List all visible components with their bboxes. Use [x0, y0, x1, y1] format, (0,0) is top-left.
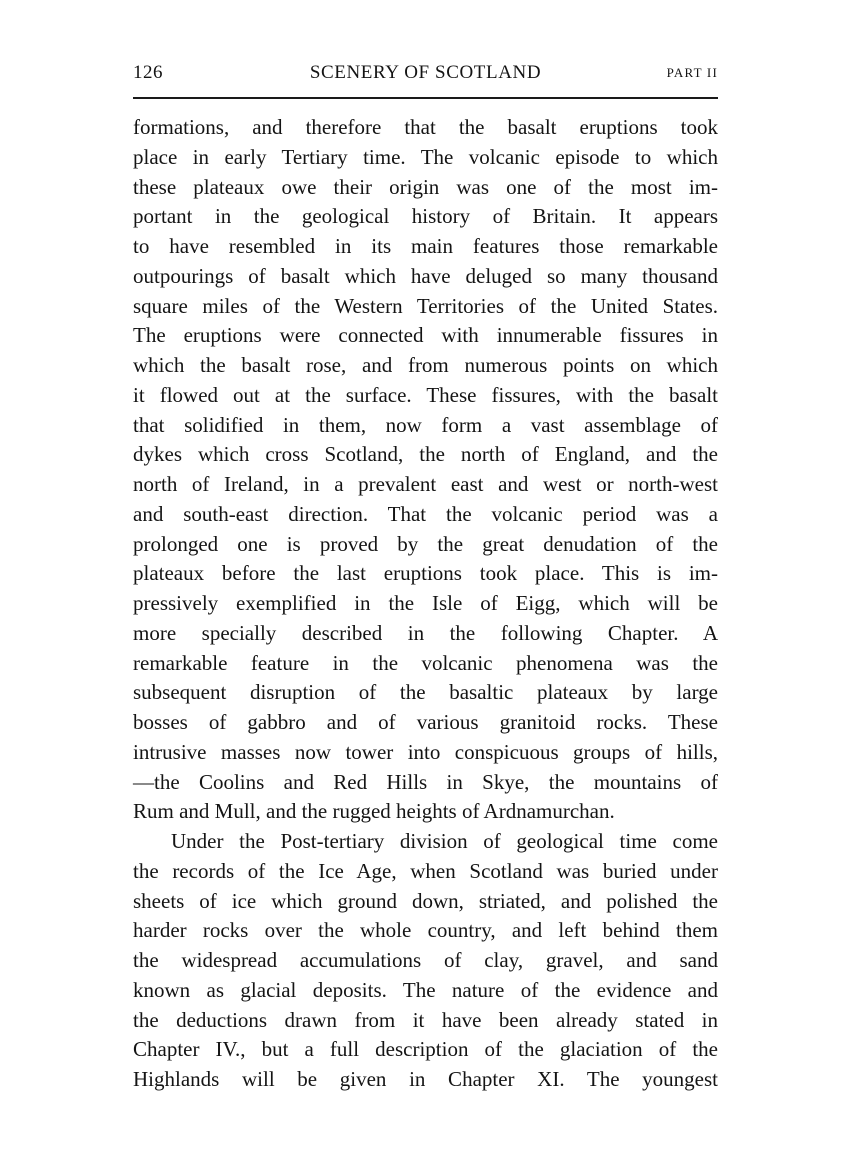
text-line: known as glacial deposits. The nature of the evidence and	[133, 977, 718, 1002]
page-number: 126	[133, 62, 163, 83]
text-line: subsequent disruption of the basaltic plateaux by large	[133, 680, 718, 705]
text-line: Highlands will be given in Chapter XI. The youngest	[133, 1067, 718, 1091]
text-line: it flowed out at the surface. These fissures, with the basalt	[133, 382, 718, 407]
text-line: remarkable feature in the volcanic phenomena was the	[133, 650, 718, 675]
header-rule	[133, 97, 718, 99]
book-title: SCENERY OF SCOTLAND	[309, 62, 542, 83]
text-line: the records of the Ice Age, when Scotland was buried under	[133, 858, 718, 883]
running-head	[133, 62, 718, 90]
text-line: which the basalt rose, and from numerous points on which	[133, 353, 718, 377]
paragraph-last-line: Rum and Mull, and the rugged heights of Ardnamurchan.	[133, 799, 615, 824]
text-line: and south-east direction. That the volcanic period was a	[133, 501, 718, 526]
paragraph-first-line: Under the Post-tertiary division of geological time come	[171, 829, 718, 853]
text-line: square miles of the Western Territories of the United States.	[133, 293, 718, 318]
text-line: plateaux before the last eruptions took place. This is im-	[133, 561, 718, 586]
text-line: to have resembled in its main features those remarkable	[133, 234, 718, 258]
text-line: —the Coolins and Red Hills in Skye, the mountains of	[133, 769, 718, 794]
text-line: bosses of gabbro and of various granitoid rocks. These	[133, 710, 718, 734]
text-line: dykes which cross Scotland, the north of England, and the	[133, 442, 718, 467]
body-text	[133, 113, 718, 1095]
text-line: these plateaux owe their origin was one of the most im-	[133, 174, 718, 199]
text-line: north of Ireland, in a prevalent east and west or north-west	[133, 472, 718, 496]
text-line: that solidified in them, now form a vast assemblage of	[133, 412, 718, 437]
text-line: intrusive masses now tower into conspicuous groups of hills,	[133, 739, 718, 764]
text-line: formations, and therefore that the basalt eruptions took	[133, 115, 718, 139]
text-line: outpourings of basalt which have deluged so many thousand	[133, 263, 718, 288]
text-line: the widespread accumulations of clay, gravel, and sand	[133, 948, 718, 972]
text-line: more specially described in the following Chapter. A	[133, 620, 718, 645]
text-line: the deductions drawn from it have been already stated in	[133, 1007, 718, 1032]
text-line: The eruptions were connected with innumerable fissures in	[133, 323, 718, 348]
text-line: harder rocks over the whole country, and left behind them	[133, 918, 718, 943]
text-line: place in early Tertiary time. The volcanic episode to which	[133, 144, 718, 169]
text-line: sheets of ice which ground down, striated, and polished the	[133, 888, 718, 913]
text-line: prolonged one is proved by the great denudation of the	[133, 531, 718, 556]
text-line: portant in the geological history of Britain. It appears	[133, 204, 718, 229]
text-line: pressively exemplified in the Isle of Eigg, which will be	[133, 591, 718, 615]
text-line: Chapter IV., but a full description of the glaciation of the	[133, 1037, 718, 1062]
part-label: PART II	[666, 65, 718, 80]
